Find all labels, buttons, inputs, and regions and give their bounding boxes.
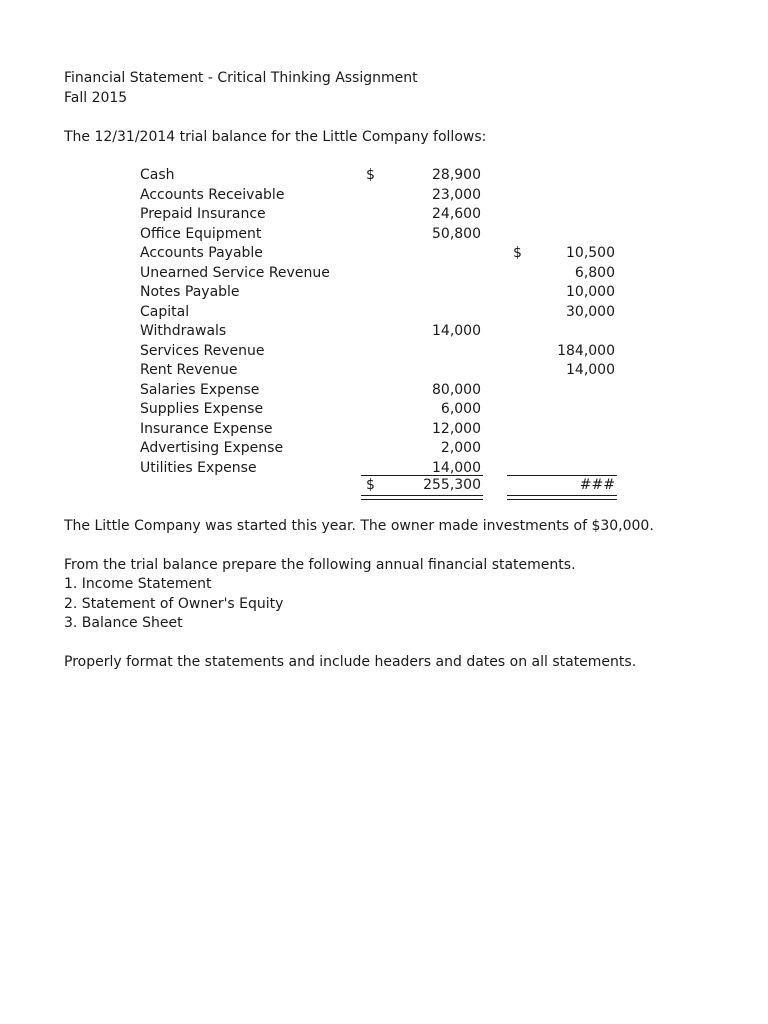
debit-amount: 2,000 — [440, 440, 481, 456]
account-name: Rent Revenue — [140, 362, 238, 378]
credit-amount: 14,000 — [566, 362, 615, 378]
credit-amount: 6,800 — [574, 264, 615, 281]
account-name: Notes Payable — [140, 284, 240, 300]
account-name: Unearned Service Revenue — [140, 264, 330, 281]
debit-amount: 50,800 — [432, 225, 481, 242]
table-row — [0, 225, 768, 245]
credit-amount: 184,000 — [557, 342, 615, 359]
account-name: Accounts Receivable — [140, 186, 285, 203]
table-row — [0, 283, 768, 303]
credit-amount: 10,500 — [566, 245, 615, 261]
statement-item-1: 1. Income Statement — [64, 576, 212, 592]
table-row — [0, 322, 768, 342]
account-name: Withdrawals — [140, 323, 227, 339]
total-debit-amount: 255,300 — [423, 477, 481, 493]
instructions-text: From the trial balance prepare the following annual financial statements. — [64, 557, 576, 573]
document-term: Fall 2015 — [64, 90, 128, 106]
table-row — [0, 166, 768, 186]
closing-text: Properly format the statements and include headers and dates on all statements. — [64, 654, 637, 670]
document-title: Financial Statement - Critical Thinking Assignment — [64, 70, 418, 86]
credit-amount: 10,000 — [566, 284, 615, 300]
debit-amount: 12,000 — [432, 420, 481, 437]
account-name: Salaries Expense — [140, 381, 260, 398]
account-name: Supplies Expense — [140, 401, 264, 417]
table-row — [0, 244, 768, 264]
debit-amount: 28,900 — [432, 167, 481, 183]
credit-total-double-rule — [507, 495, 617, 500]
account-name: Services Revenue — [140, 342, 265, 359]
intro-text: The 12/31/2014 trial balance for the Little Company follows: — [64, 129, 487, 145]
statement-item-2: 2. Statement of Owner's Equity — [64, 596, 284, 612]
account-name: Office Equipment — [140, 225, 262, 242]
debit-amount: 80,000 — [432, 381, 481, 398]
table-row — [0, 361, 768, 381]
total-debit-currency-sign: $ — [366, 477, 375, 493]
total-credit-amount: ### — [579, 477, 615, 493]
account-name: Utilities Expense — [140, 459, 257, 476]
account-name: Accounts Payable — [140, 245, 263, 261]
table-row — [0, 400, 768, 420]
table-row — [0, 264, 768, 284]
company-note: The Little Company was started this year. The owner made investments of $30,000. — [64, 518, 654, 534]
table-row — [0, 186, 768, 206]
credit-currency-sign: $ — [513, 245, 522, 261]
statement-item-3: 3. Balance Sheet — [64, 615, 183, 631]
table-row — [0, 439, 768, 459]
debit-currency-sign: $ — [366, 167, 375, 183]
table-row — [0, 381, 768, 401]
totals-row — [0, 476, 768, 496]
account-name: Cash — [140, 167, 175, 183]
account-name: Capital — [140, 303, 190, 320]
account-name: Advertising Expense — [140, 440, 284, 456]
debit-amount: 24,600 — [432, 206, 481, 222]
table-row — [0, 205, 768, 225]
account-name: Insurance Expense — [140, 420, 273, 437]
debit-amount: 14,000 — [432, 459, 481, 476]
debit-amount: 14,000 — [432, 323, 481, 339]
debit-amount: 23,000 — [432, 186, 481, 203]
debit-amount: 6,000 — [440, 401, 481, 417]
table-row — [0, 342, 768, 362]
table-row — [0, 303, 768, 323]
account-name: Prepaid Insurance — [140, 206, 266, 222]
credit-amount: 30,000 — [566, 303, 615, 320]
debit-total-double-rule — [361, 495, 483, 500]
table-row — [0, 420, 768, 440]
